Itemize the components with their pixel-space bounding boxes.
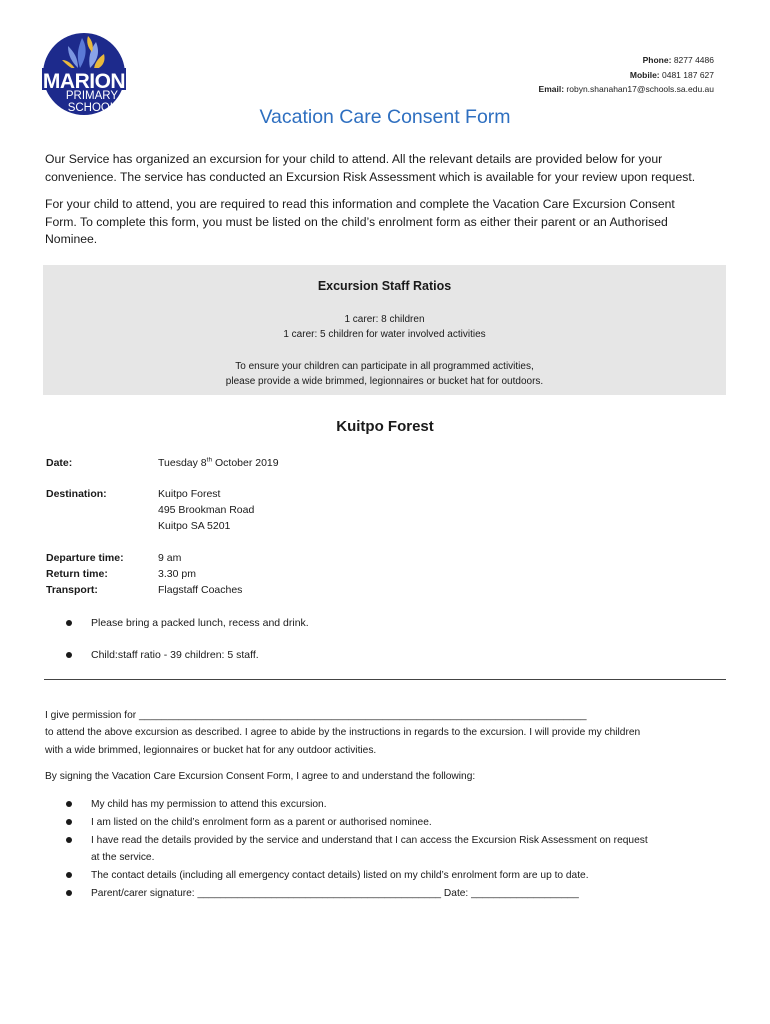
logo-subtitle-primary: PRIMARY: [65, 90, 119, 102]
phone-line: [539, 53, 714, 68]
staff-ratios-heading: Excursion Staff Ratios: [317, 279, 452, 293]
bullet-icon: [66, 890, 72, 896]
contact-details: [539, 53, 714, 97]
date-ordinal: th: [206, 456, 213, 464]
bullet-icon: [66, 837, 72, 843]
hat-note-line-1: To ensure your children can participate in all programmed activities,: [235, 361, 534, 372]
phone-value: 8277 4486: [673, 55, 714, 65]
bullet-lunch: Please bring a packed lunch, recess and drink.: [91, 617, 309, 629]
bullet-ratio: Child:staff ratio - 39 children: 5 staff.: [91, 649, 259, 661]
mobile-label: Mobile:: [629, 69, 660, 80]
date-value: [158, 455, 279, 471]
hat-note-line-2: please provide a wide brimmed, legionnaires or bucket hat for outdoors.: [225, 376, 544, 387]
form-title: Vacation Care Consent Form: [259, 106, 511, 128]
agreement-item-1: My child has my permission to attend this excursion.: [91, 799, 327, 810]
destination-value: [158, 486, 254, 534]
email-value: robyn.shanahan17@schools.sa.edu.au: [566, 84, 714, 94]
logo-wordmark: MARION: [42, 70, 126, 93]
intro-p2-line1: For your child to attend, you are required to read this information and complete the Vacation Care Excursion Consent: [45, 197, 675, 211]
agreement-item-3-line-1: I have read the details provided by the service and understand that I can access the Excursion Risk Assessment on request: [91, 835, 648, 846]
departure-value: 9 am: [158, 552, 182, 564]
agreement-item-4: The contact details (including all emergency contact details) listed on my child’s enrolment form are up to date.: [91, 870, 589, 881]
bullet-icon: [66, 652, 72, 658]
permission-text-2: with a wide brimmed, legionnaires or bucket hat for any outdoor activities.: [45, 745, 377, 756]
ratio-line-2: 1 carer: 5 children for water involved activities: [283, 329, 486, 340]
phone-label: Phone:: [642, 55, 672, 65]
intro-p1-line2: convenience. The service has conducted an Excursion Risk Assessment which is available for your review upon request.: [45, 169, 696, 184]
email-label: Email:: [538, 84, 565, 94]
ratio-line-1: 1 carer: 8 children: [344, 314, 425, 325]
agreement-item-2: I am listed on the child’s enrolment form as a parent or authorised nominee.: [91, 817, 432, 828]
destination-label: Destination:: [46, 488, 107, 500]
signature-line[interactable]: Parent/carer signature: ___________________________________________ Date: ___________________: [91, 888, 579, 899]
intro-p2-line3: Nominee.: [45, 232, 98, 246]
destination-line-1: Kuitpo Forest: [158, 488, 221, 500]
intro-p1-line1: Our Service has organized an excursion for your child to attend. All the relevant details are provided below for your: [45, 152, 663, 166]
departure-label: Departure time:: [46, 552, 124, 564]
date-day: Tuesday 8: [158, 457, 207, 469]
date-month-year: October 2019: [212, 457, 279, 469]
intro-paragraph-2: [45, 196, 725, 249]
return-label: Return time:: [46, 568, 108, 580]
mobile-line: [539, 68, 714, 83]
permission-line[interactable]: I give permission for _______________________________________________________________________________: [45, 710, 587, 721]
destination-line-2: 495 Brookman Road: [158, 504, 255, 516]
email-line: [539, 82, 714, 97]
transport-label: Transport:: [46, 584, 98, 596]
agreement-intro: By signing the Vacation Care Excursion Consent Form, I agree to and understand the following:: [45, 771, 476, 782]
mobile-value: 0481 187 627: [662, 69, 714, 80]
bullet-icon: [66, 819, 72, 825]
agreement-item-3-line-2: at the service.: [91, 852, 155, 863]
transport-value: Flagstaff Coaches: [158, 584, 243, 596]
bullet-icon: [66, 801, 72, 807]
return-value: 3.30 pm: [158, 568, 196, 580]
logo-subtitle-school: SCHOOL: [67, 102, 117, 114]
permission-text-1: to attend the above excursion as described. I agree to abide by the instructions in regards to the excursion. I will provide my children: [45, 727, 641, 738]
intro-paragraph-1: [45, 151, 725, 186]
date-label: Date:: [46, 457, 73, 469]
excursion-title: Kuitpo Forest: [336, 418, 434, 435]
bullet-icon: [66, 872, 72, 878]
section-divider: [44, 679, 726, 680]
intro-p2-line2: Form. To complete this form, you must be listed on the child’s enrolment form as either their parent or an Authorised: [45, 214, 668, 229]
bullet-icon: [66, 620, 72, 626]
destination-line-3: Kuitpo SA 5201: [158, 520, 231, 532]
